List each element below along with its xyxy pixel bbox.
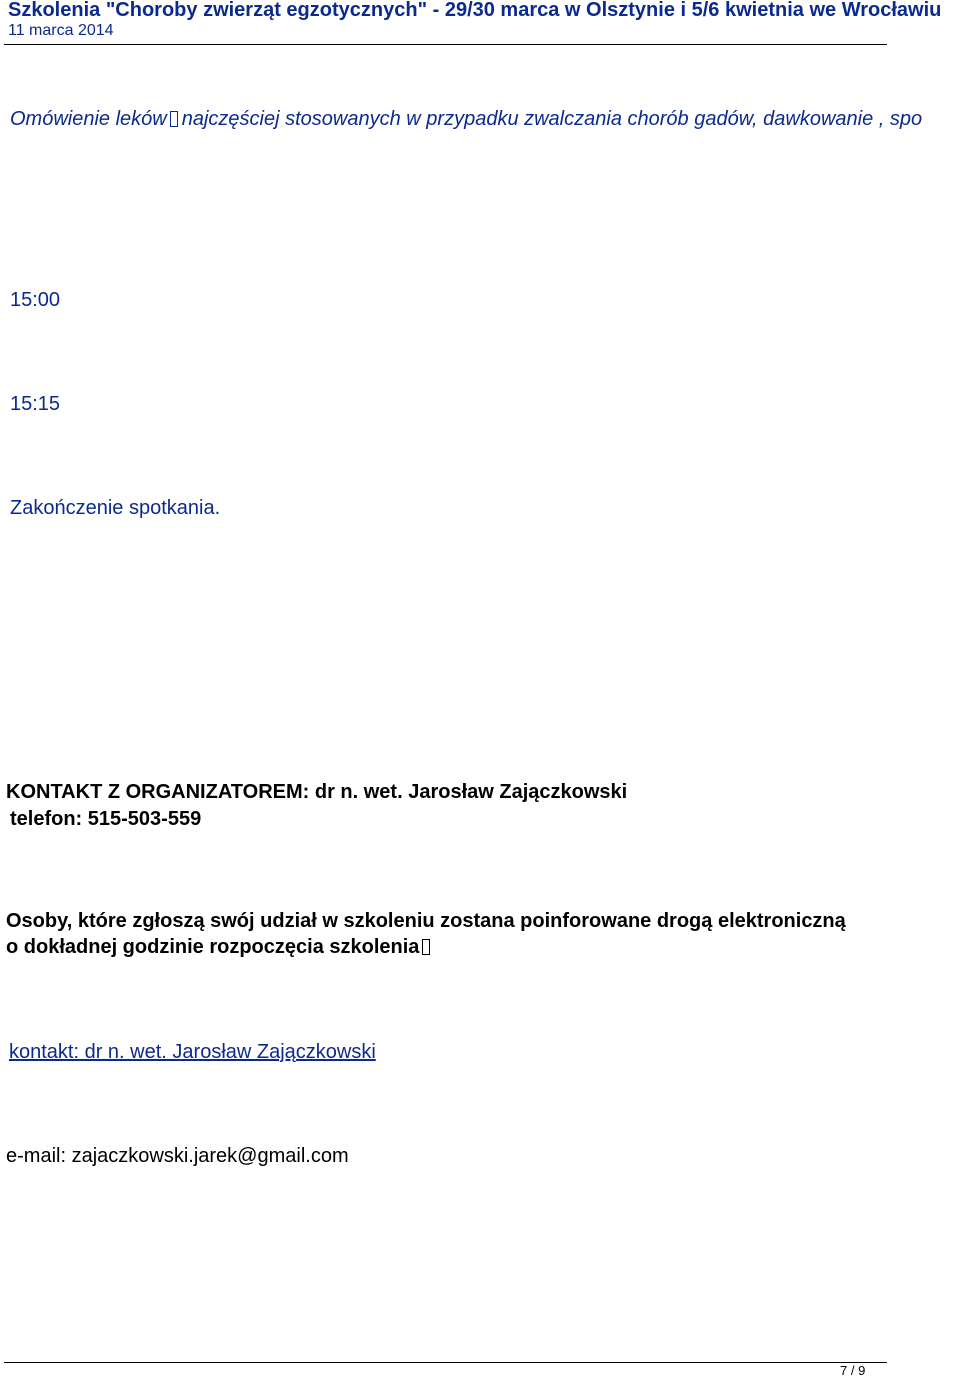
missing-glyph-icon [422, 939, 430, 955]
schedule-time-1500: 15:00 [10, 289, 61, 311]
info-text-line2 [6, 935, 434, 959]
missing-glyph-icon [170, 111, 178, 127]
contact-link[interactable]: kontakt: dr n. wet. Jarosław Zajączkowski [9, 1041, 376, 1063]
footer-divider [4, 1362, 887, 1363]
header-divider [4, 44, 887, 45]
closing-text: Zakończenie spotkania. [10, 497, 221, 519]
lecture-description-part2: najczęściej stosowanych w przypadku zwalczania chorób gadów, dawkowanie , spo [181, 108, 923, 130]
contact-email: e-mail: zajaczkowski.jarek@gmail.com [6, 1145, 349, 1167]
lecture-description [10, 107, 960, 131]
document-header-title: Szkolenia "Choroby zwierząt egzotycznych" - 29/30 marca w Olsztynie i 5/6 kwietnia we Wrocławiu [8, 0, 942, 21]
contact-heading: KONTAKT Z ORGANIZATOREM: dr n. wet. Jarosław Zajączkowski [6, 781, 628, 803]
info-text-line2-label: o dokładnej godzinie rozpoczęcia szkolenia [6, 936, 420, 958]
page-number: 7 / 9 [840, 1363, 866, 1378]
lecture-description-part1: Omówienie leków [10, 108, 167, 130]
schedule-time-1515: 15:15 [10, 393, 61, 415]
document-header-date: 11 marca 2014 [8, 22, 114, 39]
contact-phone: telefon: 515-503-559 [10, 808, 202, 830]
info-text-line1: Osoby, które zgłoszą swój udział w szkoleniu zostana poinforowane drogą elektroniczną [6, 910, 846, 932]
